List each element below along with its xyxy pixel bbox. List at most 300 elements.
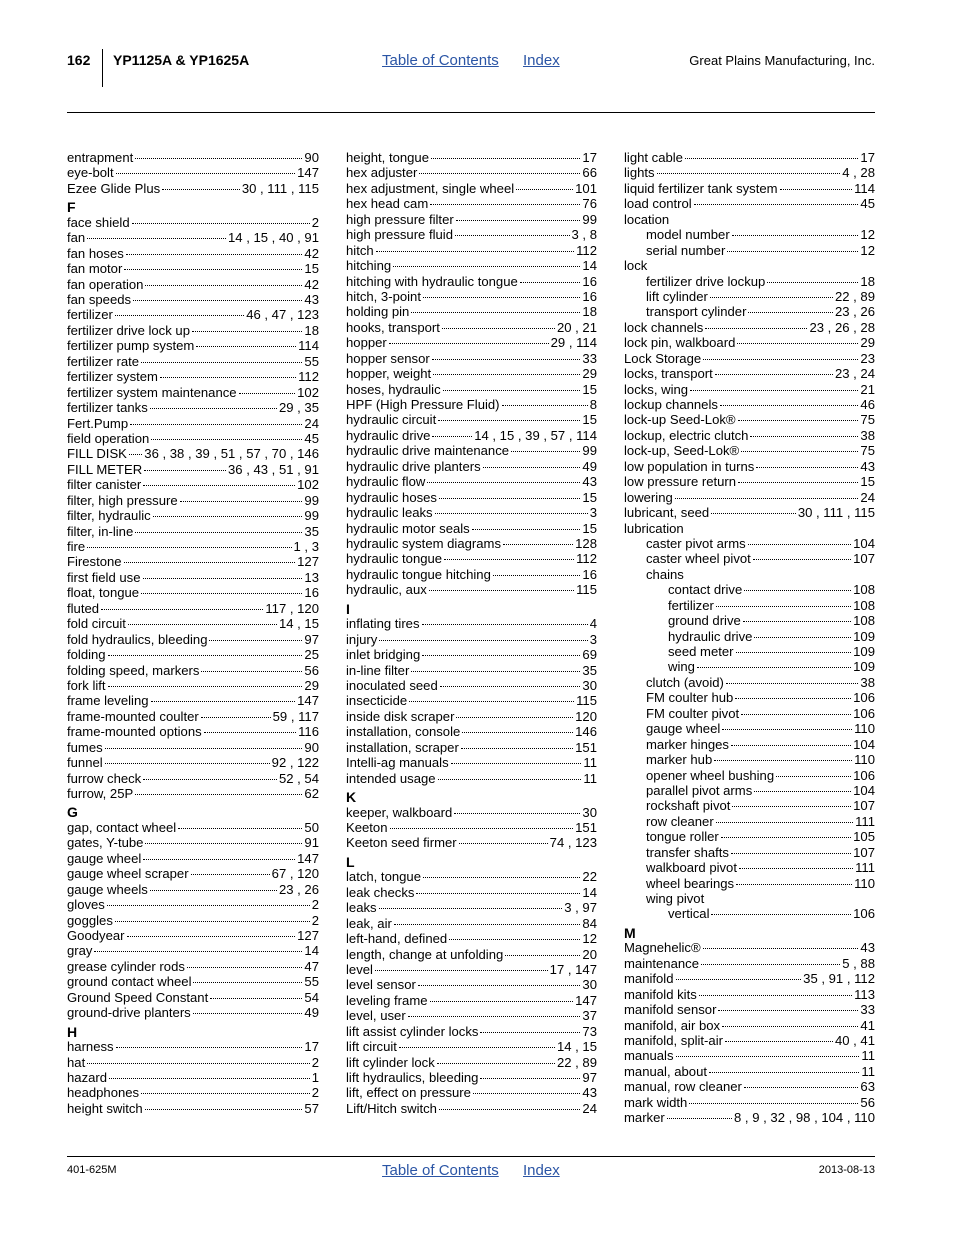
- page-reference[interactable]: 74 , 123: [549, 835, 597, 851]
- index-term: injury: [346, 631, 378, 647]
- dot-leader: [716, 606, 851, 607]
- dot-leader: [87, 547, 291, 548]
- dot-leader: [87, 1063, 310, 1064]
- index-entry: [346, 820, 597, 835]
- page-reference[interactable]: 151: [575, 819, 597, 835]
- page-reference[interactable]: 114: [298, 338, 319, 354]
- index-term: Goodyear: [67, 928, 125, 943]
- page-reference[interactable]: 40 , 41: [834, 1033, 875, 1048]
- page-reference[interactable]: 30: [582, 977, 597, 993]
- dot-leader: [411, 671, 580, 672]
- dot-leader: [505, 955, 580, 956]
- page-reference[interactable]: 14 , 15 , 39 , 57 , 114: [474, 427, 597, 443]
- page-reference[interactable]: 115: [576, 582, 597, 598]
- index-entry: [346, 490, 597, 505]
- dot-leader: [767, 282, 858, 283]
- page-reference[interactable]: 18: [860, 273, 875, 289]
- page-reference[interactable]: 50: [304, 819, 319, 835]
- index-term: Intelli-ag manuals: [346, 755, 449, 771]
- page-reference[interactable]: 29: [304, 677, 319, 693]
- page-reference[interactable]: 24: [860, 489, 875, 505]
- index-term: lift assist cylinder locks: [346, 1023, 479, 1039]
- page-reference[interactable]: 16: [582, 566, 597, 582]
- page-reference[interactable]: 23 , 24: [834, 366, 875, 382]
- page-reference[interactable]: 23: [860, 350, 875, 366]
- page-reference[interactable]: 18: [304, 322, 319, 338]
- dot-leader: [126, 254, 303, 255]
- dot-leader: [124, 562, 296, 563]
- page-reference[interactable]: 17 , 147: [549, 961, 597, 977]
- page-reference[interactable]: 91: [304, 835, 319, 851]
- dot-leader: [732, 806, 851, 807]
- dot-leader: [375, 970, 548, 971]
- index-entry: [624, 582, 875, 597]
- dot-leader: [459, 843, 548, 844]
- index-entry: [624, 505, 875, 520]
- page-reference[interactable]: 54: [304, 989, 319, 1005]
- page-reference[interactable]: 8 , 9 , 32 , 98 , 104 , 110: [734, 1110, 875, 1126]
- page-reference[interactable]: 120: [575, 708, 597, 724]
- page-reference[interactable]: 15: [582, 489, 597, 505]
- index-letter-heading: L: [346, 853, 355, 870]
- page-reference[interactable]: 115: [576, 693, 597, 709]
- index-term: gauge wheel: [67, 850, 142, 866]
- page-reference[interactable]: 2: [311, 897, 319, 913]
- dot-leader: [135, 158, 302, 159]
- index-entry: [67, 508, 319, 523]
- page-reference[interactable]: 14: [582, 884, 597, 900]
- page-reference[interactable]: 146: [575, 724, 597, 740]
- index-term: gloves: [67, 897, 105, 913]
- index-term: manifold, air box: [624, 1017, 721, 1033]
- index-term: manifold, split-air: [624, 1033, 723, 1048]
- page-reference[interactable]: 43: [860, 940, 875, 956]
- page-reference[interactable]: 21: [860, 381, 875, 397]
- page-reference[interactable]: 8: [589, 397, 597, 412]
- index-term: level sensor: [346, 977, 416, 993]
- page-reference[interactable]: 2: [311, 1054, 319, 1070]
- index-entry: [67, 307, 319, 322]
- dot-leader: [389, 343, 549, 344]
- page-reference[interactable]: 108: [853, 582, 875, 598]
- index-term: high pressure filter: [346, 211, 454, 227]
- page-reference[interactable]: 30 , 111 , 115: [241, 180, 319, 196]
- index-term: fumes: [67, 739, 103, 755]
- index-entry: [67, 261, 319, 276]
- page-reference[interactable]: 43: [582, 474, 597, 490]
- page-reference[interactable]: 92 , 122: [271, 755, 319, 771]
- index-term: lock pin, walkboard: [624, 335, 736, 351]
- page-reference[interactable]: 110: [854, 752, 875, 768]
- page-reference[interactable]: 14 , 15: [278, 616, 319, 632]
- index-term: caster pivot arms: [646, 535, 746, 551]
- page-reference[interactable]: 43: [304, 292, 319, 307]
- page-reference[interactable]: 3: [589, 505, 597, 521]
- dot-leader: [726, 683, 859, 684]
- page-reference[interactable]: 116: [298, 724, 319, 740]
- page-reference[interactable]: 101: [575, 180, 597, 196]
- index-term: low pressure return: [624, 474, 737, 490]
- dot-leader: [754, 791, 851, 792]
- dot-leader: [725, 1041, 833, 1042]
- page-reference[interactable]: 15: [582, 520, 597, 536]
- dot-leader: [739, 868, 853, 869]
- index-term: hitching with hydraulic tongue: [346, 273, 518, 289]
- page-reference[interactable]: 108: [853, 597, 875, 613]
- page-reference[interactable]: 107: [853, 844, 875, 860]
- dot-leader: [429, 590, 574, 591]
- index-term: grease cylinder rods: [67, 958, 185, 974]
- index-term: eye-bolt: [67, 165, 114, 181]
- page-reference[interactable]: 4 , 28: [842, 165, 875, 181]
- index-entry: [346, 289, 597, 304]
- page-reference[interactable]: 22 , 89: [834, 288, 875, 304]
- page-reference[interactable]: 104: [853, 535, 875, 551]
- page-reference[interactable]: 75: [860, 412, 875, 428]
- page-reference[interactable]: 56: [860, 1094, 875, 1110]
- page-reference[interactable]: 43: [582, 1085, 597, 1101]
- page-number: 162: [67, 52, 91, 68]
- page-reference[interactable]: 97: [582, 1070, 597, 1085]
- index-term: height switch: [67, 1100, 143, 1116]
- page-reference[interactable]: 49: [582, 458, 597, 474]
- page-reference[interactable]: 90: [304, 150, 319, 165]
- index-term: chains: [646, 566, 684, 582]
- page-reference[interactable]: 108: [853, 613, 875, 629]
- index-term: hydraulic leaks: [346, 505, 433, 521]
- page-reference[interactable]: 99: [582, 211, 597, 227]
- dot-leader: [143, 578, 303, 579]
- page-reference[interactable]: 16: [582, 288, 597, 304]
- dot-leader: [737, 343, 858, 344]
- page-reference[interactable]: 24: [582, 1100, 597, 1116]
- page-reference[interactable]: 33: [582, 350, 597, 366]
- page-reference[interactable]: 16: [304, 585, 319, 601]
- page-reference[interactable]: 20 , 21: [556, 319, 597, 335]
- page-reference[interactable]: 25: [304, 647, 319, 663]
- page-reference[interactable]: 47: [304, 958, 319, 974]
- page-reference[interactable]: 106: [853, 767, 875, 783]
- page-reference[interactable]: 29: [860, 335, 875, 351]
- page-reference[interactable]: 62: [304, 786, 319, 801]
- page-reference[interactable]: 1: [311, 1070, 319, 1085]
- page-reference[interactable]: 15: [860, 474, 875, 490]
- page-reference[interactable]: 35: [582, 662, 597, 678]
- dot-leader: [105, 748, 303, 749]
- page-reference[interactable]: 5 , 88: [842, 955, 875, 971]
- index-term: hooks, transport: [346, 319, 440, 335]
- dot-leader: [689, 1103, 858, 1104]
- footer-toc-link[interactable]: Table of Contents: [382, 1162, 499, 1179]
- index-entry: [346, 304, 597, 319]
- index-entry: [624, 227, 875, 242]
- page-reference[interactable]: 3: [589, 631, 597, 647]
- page-reference[interactable]: 106: [853, 705, 875, 721]
- index-subheading: [624, 212, 875, 227]
- page-reference[interactable]: 24: [304, 415, 319, 431]
- page-reference[interactable]: 45: [860, 196, 875, 212]
- page-reference[interactable]: 102: [297, 477, 319, 493]
- index-entry: [624, 474, 875, 489]
- dot-leader: [124, 269, 302, 270]
- page-reference[interactable]: 75: [860, 443, 875, 459]
- page-reference[interactable]: 67 , 120: [271, 866, 319, 882]
- page-reference[interactable]: 46: [860, 397, 875, 412]
- dot-leader: [780, 189, 853, 190]
- page-reference[interactable]: 13: [304, 569, 319, 585]
- index-term: fertilizer system: [67, 369, 158, 385]
- index-entry: [624, 956, 875, 971]
- page-reference[interactable]: 30: [582, 677, 597, 693]
- page-reference[interactable]: 20: [582, 946, 597, 962]
- page-reference[interactable]: 112: [576, 551, 597, 567]
- index-term: walkboard pivot: [646, 860, 737, 876]
- page-reference[interactable]: 22 , 89: [556, 1054, 597, 1070]
- page-reference[interactable]: 57: [304, 1100, 319, 1116]
- page-reference[interactable]: 11: [861, 1063, 875, 1079]
- index-entry: [624, 829, 875, 844]
- index-entry: [67, 354, 319, 369]
- page-reference[interactable]: 99: [304, 492, 319, 508]
- index-term: height, tongue: [346, 150, 429, 165]
- index-entry: [624, 706, 875, 721]
- page-reference[interactable]: 97: [304, 631, 319, 647]
- page-reference[interactable]: 17: [582, 150, 597, 165]
- dot-leader: [685, 158, 858, 159]
- page-reference[interactable]: 117 , 120: [265, 600, 319, 616]
- page-reference[interactable]: 17: [860, 150, 875, 165]
- index-letter-heading: K: [346, 789, 357, 805]
- index-entry: [67, 385, 319, 400]
- index-entry: [67, 150, 319, 165]
- page-reference[interactable]: 102: [297, 384, 319, 400]
- page-reference[interactable]: 45: [304, 430, 319, 446]
- dot-leader: [376, 251, 574, 252]
- page-reference[interactable]: 38: [860, 427, 875, 443]
- page-reference[interactable]: 147: [297, 693, 319, 709]
- index-term: caster wheel pivot: [646, 551, 751, 567]
- index-entry: [624, 644, 875, 659]
- page-reference[interactable]: 111: [855, 860, 875, 876]
- index-entry: [346, 521, 597, 536]
- page-reference[interactable]: 109: [853, 644, 875, 659]
- page-reference[interactable]: 107: [853, 798, 875, 814]
- page-reference[interactable]: 11: [583, 755, 597, 771]
- page-reference[interactable]: 14: [304, 943, 319, 959]
- page-reference[interactable]: 36 , 43 , 51 , 91: [228, 461, 319, 477]
- dot-leader: [115, 921, 310, 922]
- index-letter-heading: F: [67, 199, 76, 216]
- page-reference[interactable]: 43: [860, 458, 875, 474]
- index-term: hydraulic circuit: [346, 412, 437, 428]
- index-entry: [346, 536, 597, 551]
- page-reference[interactable]: 14: [582, 258, 597, 274]
- page-reference[interactable]: 127: [297, 928, 319, 943]
- header-index-link[interactable]: Index: [523, 52, 560, 69]
- index-term: Ezee Glide Plus: [67, 180, 161, 196]
- page-reference[interactable]: 30 , 111 , 115: [797, 505, 875, 521]
- index-entry: [346, 1024, 597, 1039]
- page-reference[interactable]: 76: [582, 196, 597, 212]
- index-letter-heading: G: [67, 804, 78, 821]
- page-reference[interactable]: 29 , 114: [550, 335, 597, 351]
- page-reference[interactable]: 84: [582, 915, 597, 931]
- index-term: hydraulic system diagrams: [346, 535, 501, 551]
- index-term: Keeton: [346, 819, 388, 835]
- page-reference[interactable]: 49: [304, 1005, 319, 1021]
- page-reference[interactable]: 29 , 35: [278, 400, 319, 416]
- page-reference[interactable]: 104: [853, 736, 875, 752]
- page-reference[interactable]: 42: [304, 245, 319, 261]
- index-entry: [346, 1008, 597, 1023]
- page-reference[interactable]: 69: [582, 647, 597, 663]
- page-reference[interactable]: 14 , 15 , 40 , 91: [228, 230, 319, 246]
- page-reference[interactable]: 41: [860, 1017, 875, 1033]
- index-entry: [624, 860, 875, 875]
- page-reference[interactable]: 151: [575, 739, 597, 755]
- index-entry: [624, 304, 875, 319]
- page-reference[interactable]: 38: [860, 674, 875, 690]
- index-term: fertilizer pump system: [67, 338, 195, 354]
- page-reference[interactable]: 2: [311, 214, 319, 230]
- dot-leader: [115, 315, 244, 316]
- page-reference[interactable]: 46 , 47 , 123: [246, 307, 319, 323]
- page-reference[interactable]: 23 , 26 , 28: [809, 319, 875, 335]
- dot-leader: [690, 390, 858, 391]
- header-toc-link[interactable]: Table of Contents: [382, 52, 499, 69]
- page-reference[interactable]: 37: [582, 1008, 597, 1024]
- index-entry: [67, 943, 319, 958]
- page-reference[interactable]: 112: [298, 369, 319, 385]
- index-term: holding pin: [346, 304, 410, 320]
- dot-leader: [715, 374, 833, 375]
- page-reference[interactable]: 111: [855, 813, 875, 829]
- dot-leader: [107, 905, 310, 906]
- dot-leader: [736, 884, 852, 885]
- index-term: hat: [67, 1054, 86, 1070]
- page-reference[interactable]: 113: [854, 986, 875, 1002]
- index-entry: [346, 947, 597, 962]
- page-reference[interactable]: 23 , 26: [278, 881, 319, 897]
- page-reference[interactable]: 110: [854, 721, 875, 737]
- page-reference[interactable]: 99: [304, 508, 319, 524]
- dot-leader: [437, 1063, 555, 1064]
- dot-leader: [741, 714, 851, 715]
- page-reference[interactable]: 128: [575, 535, 597, 551]
- page-reference[interactable]: 2: [311, 912, 319, 928]
- page-reference[interactable]: 104: [853, 782, 875, 798]
- page-reference[interactable]: 29: [582, 366, 597, 382]
- page-reference[interactable]: 127: [297, 554, 319, 570]
- page-reference[interactable]: 109: [853, 659, 875, 675]
- page-reference[interactable]: 12: [860, 227, 875, 243]
- page-reference[interactable]: 35 , 91 , 112: [803, 971, 875, 987]
- page-reference[interactable]: 66: [582, 165, 597, 181]
- index-entry: [624, 798, 875, 813]
- index-term: transfer shafts: [646, 844, 729, 860]
- index-entry: [67, 323, 319, 338]
- page-reference[interactable]: 109: [853, 628, 875, 644]
- page-reference[interactable]: 42: [304, 276, 319, 292]
- page-reference[interactable]: 106: [853, 906, 875, 922]
- page-reference[interactable]: 4: [589, 616, 597, 632]
- page-reference[interactable]: 55: [304, 974, 319, 990]
- page-reference[interactable]: 99: [582, 443, 597, 459]
- page-reference[interactable]: 107: [853, 551, 875, 567]
- page-reference[interactable]: 33: [860, 1002, 875, 1018]
- index-term: manifold: [624, 971, 674, 987]
- page-reference[interactable]: 59 , 117: [272, 708, 319, 724]
- page-reference[interactable]: 17: [304, 1039, 319, 1055]
- page-reference[interactable]: 15: [304, 261, 319, 277]
- page-reference[interactable]: 110: [854, 875, 875, 891]
- page-reference[interactable]: 16: [582, 273, 597, 289]
- footer-index-link[interactable]: Index: [523, 1162, 560, 1179]
- index-term: liquid fertilizer tank system: [624, 180, 778, 196]
- page-reference[interactable]: 73: [582, 1023, 597, 1039]
- dot-leader: [430, 204, 580, 205]
- dot-leader: [418, 985, 581, 986]
- page-reference[interactable]: 30: [582, 804, 597, 820]
- page-reference[interactable]: 112: [576, 242, 597, 258]
- page-reference[interactable]: 22: [582, 869, 597, 885]
- page-reference[interactable]: 90: [304, 739, 319, 755]
- page-reference[interactable]: 14 , 15: [556, 1039, 597, 1055]
- page-reference[interactable]: 106: [853, 690, 875, 706]
- dot-leader: [753, 559, 851, 560]
- index-entry: [346, 616, 597, 631]
- index-term: row cleaner: [646, 813, 714, 829]
- page-reference[interactable]: 36 , 38 , 39 , 51 , 57 , 70 , 146: [144, 446, 319, 462]
- page-reference[interactable]: 56: [304, 662, 319, 678]
- dot-leader: [209, 640, 302, 641]
- index-term: frame leveling: [67, 693, 149, 709]
- page-reference[interactable]: 147: [297, 850, 319, 866]
- page-reference[interactable]: 63: [860, 1079, 875, 1095]
- page-reference[interactable]: 11: [861, 1048, 875, 1064]
- page-reference[interactable]: 147: [575, 992, 597, 1008]
- page-reference[interactable]: 15: [582, 381, 597, 397]
- page-reference[interactable]: 55: [304, 353, 319, 369]
- index-subheading: [624, 258, 875, 273]
- page-reference[interactable]: 52 , 54: [278, 770, 319, 786]
- page-reference[interactable]: 35: [304, 523, 319, 539]
- page-reference[interactable]: 12: [582, 931, 597, 947]
- dot-leader: [210, 998, 302, 999]
- page-reference[interactable]: 147: [297, 165, 319, 181]
- dot-leader: [108, 686, 303, 687]
- page-reference[interactable]: 11: [583, 770, 597, 786]
- page-reference[interactable]: 23 , 26: [834, 304, 875, 320]
- page-reference[interactable]: 12: [860, 242, 875, 258]
- dot-leader: [676, 979, 802, 980]
- index-term: fire: [67, 539, 86, 554]
- page-reference[interactable]: 18: [582, 304, 597, 320]
- page-reference[interactable]: 1 , 3: [293, 539, 319, 554]
- index-term: leak checks: [346, 884, 415, 900]
- dot-leader: [511, 451, 580, 452]
- page-reference[interactable]: 2: [311, 1085, 319, 1101]
- index-entry: [346, 632, 597, 647]
- page-reference[interactable]: 105: [853, 829, 875, 845]
- dot-leader: [145, 285, 302, 286]
- page-reference[interactable]: 114: [854, 180, 875, 196]
- index-entry: [624, 412, 875, 427]
- page-reference[interactable]: 3 , 97: [564, 900, 597, 916]
- page-reference[interactable]: 3 , 8: [571, 227, 597, 243]
- index-term: hydraulic hoses: [346, 489, 437, 505]
- page-reference[interactable]: 15: [582, 412, 597, 428]
